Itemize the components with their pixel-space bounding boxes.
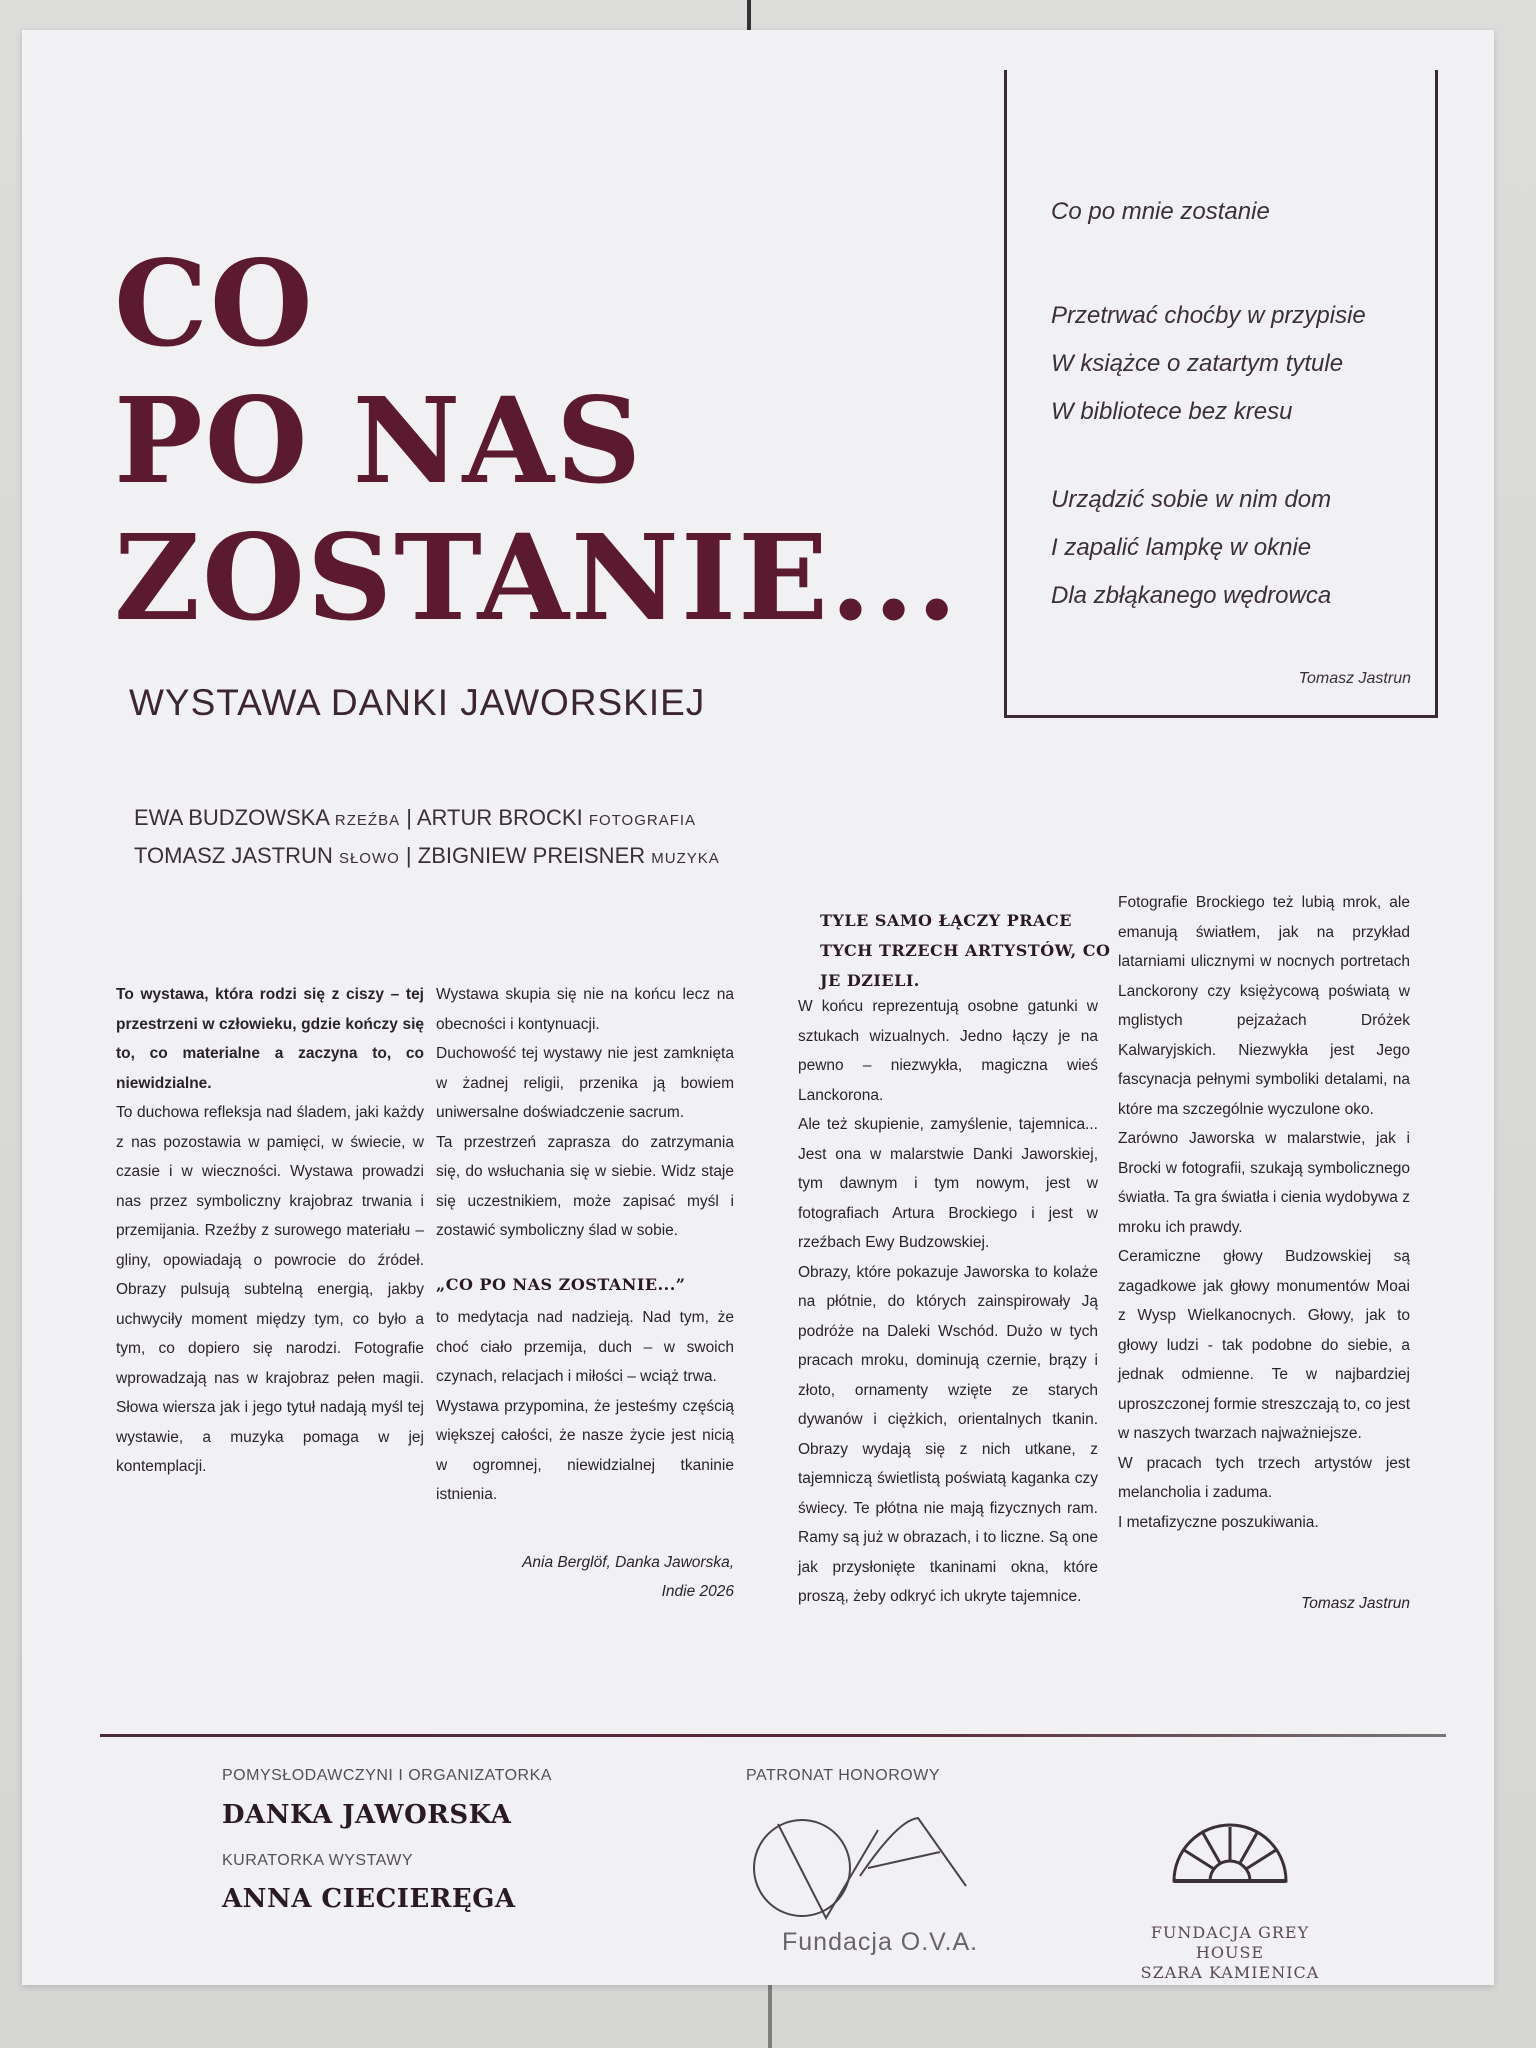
body-paragraph: Wystawa przypomina, że jesteśmy częścią większej całości, że nasze życie jest nicią w ogromnej, niewidzialnej tkaninie istnienia. [436, 1397, 734, 1503]
title-line-1: CO [114, 234, 315, 373]
text-column-1 [116, 980, 424, 1482]
signature-line-2: Indie 2026 [661, 1583, 734, 1600]
signature: Tomasz Jastrun [1301, 1595, 1410, 1612]
grey-house-line-2: SZARA KAMIENICA [1140, 1963, 1320, 1982]
footer-divider [100, 1734, 1446, 1737]
grey-house-logo-icon [1170, 1815, 1290, 1885]
body-paragraph: Ta przestrzeń zaprasza do zatrzymania się, do wsłuchania się w siebie. Widz staje się uczestnikiem, może zapisać myśl i zostawić symboliczny ślad w sobie. [436, 1133, 734, 1239]
credits-line-1 [134, 800, 754, 838]
hanging-wire [747, 0, 751, 30]
text-column-2 [436, 980, 734, 1607]
artist-name: ZBIGNIEW PREISNER [417, 843, 646, 868]
grey-house-line-1: FUNDACJA GREY HOUSE [1150, 1923, 1310, 1962]
patron-label: PATRONAT HONOROWY [746, 1767, 940, 1784]
body-paragraph: W pracach tych trzech artystów jest melancholia i zaduma. [1118, 1454, 1410, 1501]
poem-title: Co po mnie zostanie [1051, 198, 1270, 225]
hanging-wire-bottom [768, 1985, 772, 2048]
artist-name: TOMASZ JASTRUN [134, 843, 333, 868]
curator-name: ANNA CIECIERĘGA [222, 1884, 516, 1914]
body-paragraph: Fotografie Brockiego też lubią mrok, ale emanują światłem, jak na przykład latarniami ulicznymi w nocnych portretach Lanckorony czy księżycową poświatą w mglistych pejzażach Dróżek Kalwaryjskich. Niezwykła jest Jego fascynacja pełnymi symboliki detalami, na które ma szczególnie wyczulone oko. [1118, 894, 1410, 1118]
exhibition-poster [22, 30, 1494, 1985]
poem-box [1004, 70, 1438, 718]
body-paragraph: Zarówno Jaworska w malarstwie, jak i Brocki w fotografii, szukają symbolicznego światła. Ta gra światła i cienia wydobywa z mroku ich prawdy. [1118, 1130, 1410, 1236]
signature-line-1: Ania Berglöf, Danka Jaworska, [522, 1553, 734, 1571]
section-heading: TYLE SAMO ŁĄCZY PRACE TYCH TRZECH ARTYSTÓW, CO JE DZIELI. [820, 911, 1111, 990]
ova-foundation-name: Fundacja O.V.A. [782, 1928, 979, 1956]
body-paragraph: Obrazy, które pokazuje Jaworska to kolaże na płótnie, do których zainspirowały Ją podróże na Daleki Wschód. Dużo w tych pracach mroku, dominują czernie, brązy i złoto, ornamenty wzięte ze starych dywanów i ciężkich, orientalnych tkanin. Obrazy wydają się z nich utkane, z tajemniczą świetlistą poświatą kaganka czy świecy. Te płótna nie mają fizycznych ram. Ramy są już w obrazach, i to liczne. Są one jak przysłonięte tkaninami okna, które proszą, żeby odkryć ich ukryte tajemnice. [798, 1263, 1098, 1605]
poem-line: W bibliotece bez kresu [1051, 398, 1293, 425]
title-line-2: PO NAS [114, 371, 644, 510]
poster-subtitle: WYSTAWA DANKI JAWORSKIEJ [129, 682, 706, 723]
body-paragraph: I metafizyczne poszukiwania. [1118, 1513, 1319, 1531]
ova-logo-icon [748, 1810, 988, 1930]
artist-name: EWA BUDZOWSKA [134, 805, 329, 830]
body-paragraph: to medytacja nad nadzieją. Nad tym, że choć ciało przemija, duch – w swoich czynach, relacjach i miłości – wciąż trwa. [436, 1309, 734, 1385]
poster-title [114, 235, 959, 646]
organizer-label: POMYSŁODAWCZYNI I ORGANIZATORKA [222, 1767, 552, 1784]
poem-line: Urządzić sobie w nim dom [1051, 486, 1332, 513]
body-paragraph: W końcu reprezentują osobne gatunki w sztukach wizualnych. Jedno łączy je na pewno – niezwykła, magiczna wieś Lanckorona. [798, 998, 1098, 1104]
grey-house-foundation-name [1130, 1923, 1330, 1983]
artist-name: ARTUR BROCKI [416, 805, 583, 830]
poem-stanza-1 [1051, 292, 1366, 436]
artist-credits [134, 800, 754, 876]
body-paragraph: Wystawa skupia się nie na końcu lecz na obecności i kontynuacji. [436, 986, 734, 1033]
text-column-3 [798, 992, 1098, 1612]
organizer-name: DANKA JAWORSKA [222, 1800, 512, 1830]
curator-label: KURATORKA WYSTAWY [222, 1852, 414, 1869]
body-paragraph: Ale też skupienie, zamyślenie, tajemnica... Jest ona w malarstwie Danki Jaworskiej, tym dawnym i tym nowym, jest w fotografiach Artura Brockiego i jest w rzeźbach Ewy Budzowskiej. [798, 1116, 1098, 1251]
poem-author: Tomasz Jastrun [1298, 670, 1411, 687]
title-line-3: ZOSTANIE... [114, 508, 960, 647]
credits-line-2 [134, 838, 754, 876]
body-paragraph: Ceramiczne głowy Budzowskiej są zagadkowe jak głowy monumentów Moai z Wysp Wielkanocnych. Głowy, jak to głowy ludzi - tak podobne do siebie, a jednak odmienne. Te w najbardziej uproszczonej formie streszczają to, co jest w naszych twarzach najważniejsze. [1118, 1248, 1410, 1442]
body-paragraph: To duchowa refleksja nad śladem, jaki każdy z nas pozostawia w pamięci, w świecie, w czasie i w wieczności. Wystawa prowadzi nas przez symboliczny krajobraz trwania i przemijania. Rzeźby z surowego materiału – gliny, opowiadają o powrocie do źródeł. Obrazy pulsują subtelną energią, jakby uchwyciły moment między tym, co było a tym, co dopiero się narodzi. Fotografie wprowadzają nas w krajobraz pełen magii. Słowa wiersza jak i jego tytuł nadają myśl tej wystawie, a muzyka pomaga w jej kontemplacji. [116, 1104, 424, 1475]
poem-stanza-2 [1051, 476, 1331, 620]
lead-paragraph: To wystawa, która rodzi się z ciszy – tej przestrzeni w człowieku, gdzie kończy się to, co materialne a zaczyna to, co niewidzialne. [116, 986, 424, 1092]
artist-role: SŁOWO [338, 850, 400, 867]
separator: | [406, 805, 412, 830]
poem-line: Przetrwać choćby w przypisie [1051, 302, 1366, 329]
text-column-4 [1118, 888, 1410, 1619]
artist-role: FOTOGRAFIA [588, 812, 697, 829]
poem-line: Dla zbłąkanego wędrowca [1051, 582, 1332, 609]
artist-role: MUZYKA [651, 850, 720, 867]
separator: | [405, 843, 412, 868]
poem-line: I zapalić lampkę w oknie [1051, 534, 1312, 561]
artist-role: RZEŹBA [334, 812, 401, 829]
section-subheading: „CO PO NAS ZOSTANIE...” [436, 1274, 686, 1294]
body-paragraph: Duchowość tej wystawy nie jest zamknięta w żadnej religii, przenika ją bowiem uniwersalne doświadczenie sacrum. [436, 1045, 734, 1121]
poem-line: W książce o zatartym tytule [1051, 350, 1344, 377]
